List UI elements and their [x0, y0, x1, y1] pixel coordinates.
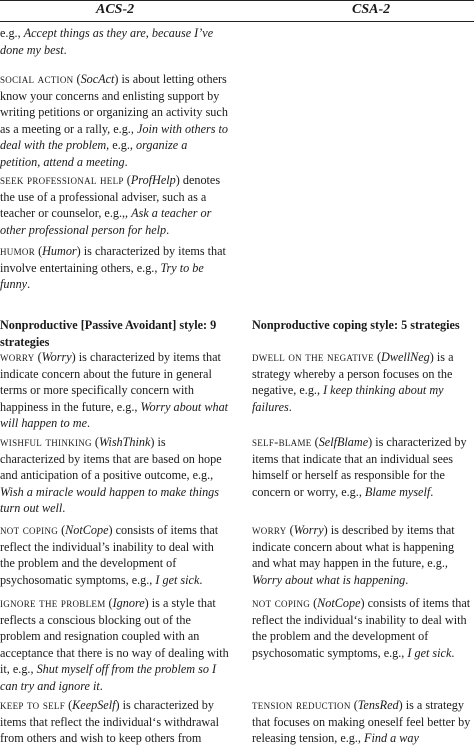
term: ignore the problem: [0, 596, 106, 610]
abbr: WishThink: [98, 435, 151, 449]
strategy-self-blame: self-blame (SelfBlame) is characterized by items that indicate that an individual sees himself or herself as responsible for the concern or worry, e.g., Blame myself.: [252, 435, 467, 499]
abbr: NotCope: [65, 523, 109, 537]
column-header-acs2: ACS-2: [96, 2, 135, 17]
abbr: NotCope: [317, 596, 361, 610]
term: not coping: [0, 523, 59, 537]
abbr: ProfHelp: [130, 173, 176, 187]
strategy-dwell-on-the-negative: dwell on the negative (DwellNeg) is a strategy whereby a person focuses on the negative, e.g., I keep thinking about my failures.: [252, 350, 454, 414]
term: tension reduction: [252, 698, 351, 712]
abbr: TensRed: [357, 698, 399, 712]
term: self-blame: [252, 435, 312, 449]
header-rule: [0, 21, 474, 22]
strategy-tension-reduction: tension reduction (TensRed) is a strategy that focuses on making oneself feel better by releasing tension, e.g., Find a way: [252, 698, 471, 746]
term: wishful thinking: [0, 435, 92, 449]
strategy-worry-csa2: worry (Worry) is described by items that indicate concern about what is happening and what may happen in the future, e.g., Worry about what is happening.: [252, 523, 455, 587]
strategy-not-coping-acs2: not coping (NotCope) consists of items that reflect the individual’s inability to deal with the problem and the development of psychosomatic symptoms, e.g., I get sick.: [0, 523, 219, 587]
term: keep to self: [0, 698, 66, 712]
strategy-humor: humor (Humor) is characterized by items that involve entertaining others, e.g., Try to be funny.: [0, 244, 226, 292]
term: not coping: [252, 596, 311, 610]
term: seek professional help: [0, 173, 124, 187]
left-intro: e.g., Accept things as they are, because I’ve done my best.: [0, 26, 214, 57]
column-header-csa2: CSA-2: [352, 2, 391, 17]
strategy-wishful-thinking: wishful thinking (WishThink) is characterized by items that are based on hope and anticipation of a positive outcome, e.g., Wish a miracle would happen to make things turn out well.: [0, 435, 222, 516]
strategy-seek-professional-help: seek professional help (ProfHelp) denotes the use of a professional adviser, such as a teacher or counselor, e.g.,, Ask a teacher or other professional person for help.: [0, 173, 221, 237]
term: worry: [0, 350, 35, 364]
abbr: DwellNeg: [381, 350, 430, 364]
term: dwell on the negative: [252, 350, 374, 364]
nonproductive-heading-acs2: Nonproductive [Passive Avoidant] style: 9 strategies: [0, 318, 217, 349]
abbr: Worry: [41, 350, 72, 364]
strategy-not-coping-csa2: not coping (NotCope) consists of items that reflect the individual‘s inability to deal with the problem and the development of psychosomatic symptoms, e.g., I get sick.: [252, 596, 471, 660]
abbr: Ignore: [112, 596, 145, 610]
term: humor: [0, 244, 36, 258]
abbr: Humor: [42, 244, 77, 258]
strategy-worry-acs2: worry (Worry) is characterized by items that indicate concern about the future in general terms or more specifically concern with happiness in the future, e.g., Worry about what will happen to me.: [0, 350, 229, 431]
term: social action: [0, 72, 74, 86]
strategy-social-action: social action (SocAct) is about letting others know your concerns and enlisting support by writing petitions or organizing an activity such as a meeting or a rally, e.g., Join with others to deal with the problem, e.g., organize a petition, attend a meeting.: [0, 72, 229, 169]
abbr: SelfBlame: [318, 435, 369, 449]
nonproductive-heading-csa2: Nonproductive coping style: 5 strategies: [252, 318, 460, 332]
abbr: SocAct: [80, 72, 115, 86]
top-rule: [0, 0, 474, 1]
strategy-ignore-the-problem: ignore the problem (Ignore) is a style that reflects a conscious blocking out of the problem and resignation coupled with an acceptance that there is no way of dealing with it, e.g., Shut myself off from the problem so I can try and ignore it.: [0, 596, 229, 693]
abbr: Worry: [293, 523, 324, 537]
strategy-keep-to-self: keep to self (KeepSelf) is characterized by items that reflect the individual‘s withdrawal from others and wish to keep others from: [0, 698, 219, 746]
abbr: KeepSelf: [72, 698, 116, 712]
term: worry: [252, 523, 287, 537]
